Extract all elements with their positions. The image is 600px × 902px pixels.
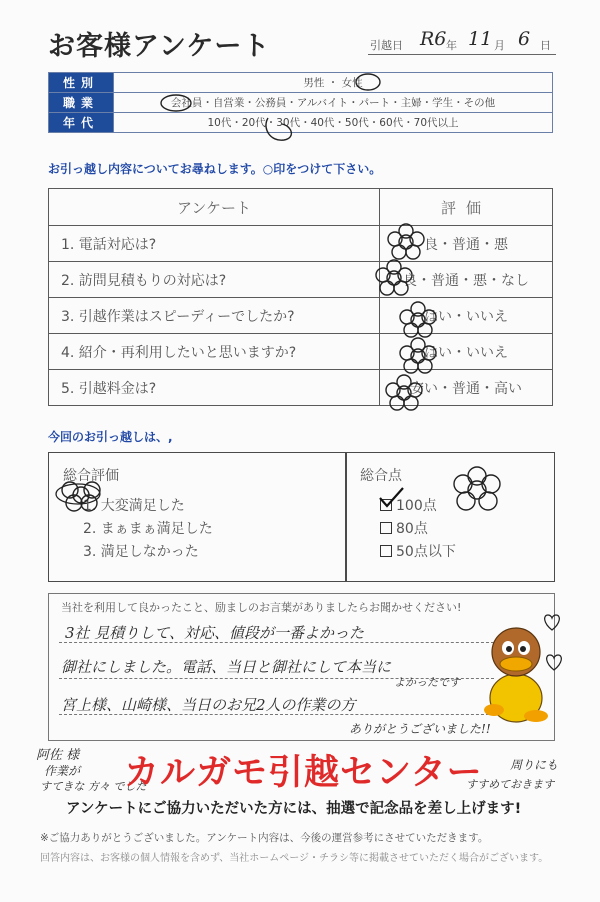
margin-note: 周りにも	[510, 758, 559, 772]
survey-row	[49, 298, 553, 334]
date-month: 11	[468, 28, 493, 50]
section-heading-this-move: 今回のお引っ越しは、,	[48, 430, 173, 444]
attribute-label: 年代	[49, 113, 114, 133]
score-option-label: 100点	[396, 498, 437, 514]
flower-circle-icon	[382, 373, 426, 413]
footer-note-partial: 回答内容は、お客様の個人情報を含めず、当社ホームページ・チラシ等に掲載させていただく場合がございます。	[40, 853, 549, 864]
overall-title: 総合評価	[63, 468, 119, 484]
attribute-label: 職業	[49, 93, 114, 113]
duck-mascot-icon	[476, 618, 562, 728]
date-year-kanji: 年	[446, 39, 457, 52]
date-era: R6	[420, 28, 447, 50]
section-heading-moving: お引っ越し内容についてお尋ねします。○印をつけて下さい。	[48, 162, 382, 176]
survey-question: 3. 引越作業はスピーディーでしたか?	[49, 298, 380, 334]
date-month-kanji: 月	[494, 39, 505, 52]
date-label: 引越日	[370, 39, 403, 52]
margin-note: 阿佐 様	[36, 748, 80, 763]
survey-question: 4. 紹介・再利用したいと思いますか?	[49, 334, 380, 370]
survey-question: 1. 電話対応は?	[49, 226, 380, 262]
heart-doodle-icon	[543, 652, 565, 672]
flower-circle-icon	[396, 300, 440, 340]
lottery-notice: アンケートにご協力いただいた方には、抽選で記念品を差し上げます!	[66, 801, 522, 817]
attribute-options: 会社員・自営業・公務員・アルバイト・パート・主婦・学生・その他	[114, 93, 553, 113]
comment-line: 3社 見積りして、対応、値段が一番よかった	[65, 624, 365, 642]
comment-aside: ありがとうございました!!	[349, 722, 491, 736]
survey-title: お客様アンケート	[48, 31, 271, 62]
margin-note: すすめておきます	[466, 778, 555, 791]
check-mark-icon	[376, 486, 406, 510]
survey-header-question: アンケート	[49, 189, 380, 226]
flower-circle-icon	[56, 476, 106, 514]
overall-option: 2. まぁまぁ満足した	[83, 521, 213, 537]
survey-row	[49, 370, 553, 406]
overall-evaluation-box	[48, 452, 347, 582]
flower-circle-icon	[396, 336, 440, 376]
overall-option: 1. 大変満足した	[83, 498, 185, 514]
margin-note: すてきな 方々 でした	[40, 780, 147, 793]
comment-prompt: 当社を利用して良かったこと、励ましのお言葉がありましたらお聞かせください!	[61, 601, 462, 614]
date-day: 6	[518, 28, 531, 50]
survey-question: 5. 引越料金は?	[49, 370, 380, 406]
survey-header-row	[49, 189, 553, 226]
survey-rating: はい・いいえ	[380, 334, 553, 370]
comment-line: 御社にしました。電話、当日と御社にして本当に	[61, 658, 392, 676]
flower-circle-icon	[446, 464, 508, 516]
brand-logo: カルガモ引越センター	[124, 753, 483, 793]
survey-rating: 良・普通・悪	[380, 226, 553, 262]
margin-note: 作業が	[44, 764, 81, 778]
score-option	[380, 541, 456, 561]
checkbox-icon	[380, 522, 392, 534]
survey-rating: 良・普通・悪・なし	[380, 262, 553, 298]
attribute-label: 性別	[49, 73, 114, 93]
checkbox-icon	[380, 545, 392, 557]
survey-row	[49, 334, 553, 370]
flower-circle-icon	[384, 222, 428, 262]
comment-line: 宮上様、山崎様、当日のお兄2人の作業の方	[61, 696, 356, 714]
flower-circle-icon	[372, 258, 416, 298]
survey-header-rating: 評価	[380, 189, 553, 226]
score-title: 総合点	[360, 468, 402, 484]
score-option-label: 50点以下	[396, 544, 456, 560]
survey-rating: はい・いいえ	[380, 298, 553, 334]
survey-question: 2. 訪問見積もりの対応は?	[49, 262, 380, 298]
date-day-kanji: 日	[540, 39, 551, 52]
comment-aside: よかったです	[394, 676, 460, 689]
survey-rating: 安い・普通・高い	[380, 370, 553, 406]
survey-row	[49, 262, 553, 298]
heart-doodle-icon	[541, 612, 563, 632]
score-option	[380, 518, 428, 538]
survey-table	[48, 188, 553, 406]
attribute-options: 10代・20代・30代・40代・50代・60代・70代以上	[114, 113, 553, 133]
attribute-options: 男性 ・ 女性	[114, 73, 553, 93]
footer-note: ※ご協力ありがとうございました。アンケート内容は、今後の運営参考にさせていただきます。	[40, 832, 489, 844]
score-option-label: 80点	[396, 521, 428, 537]
overall-option: 3. 満足しなかった	[83, 544, 199, 560]
survey-row	[49, 226, 553, 262]
